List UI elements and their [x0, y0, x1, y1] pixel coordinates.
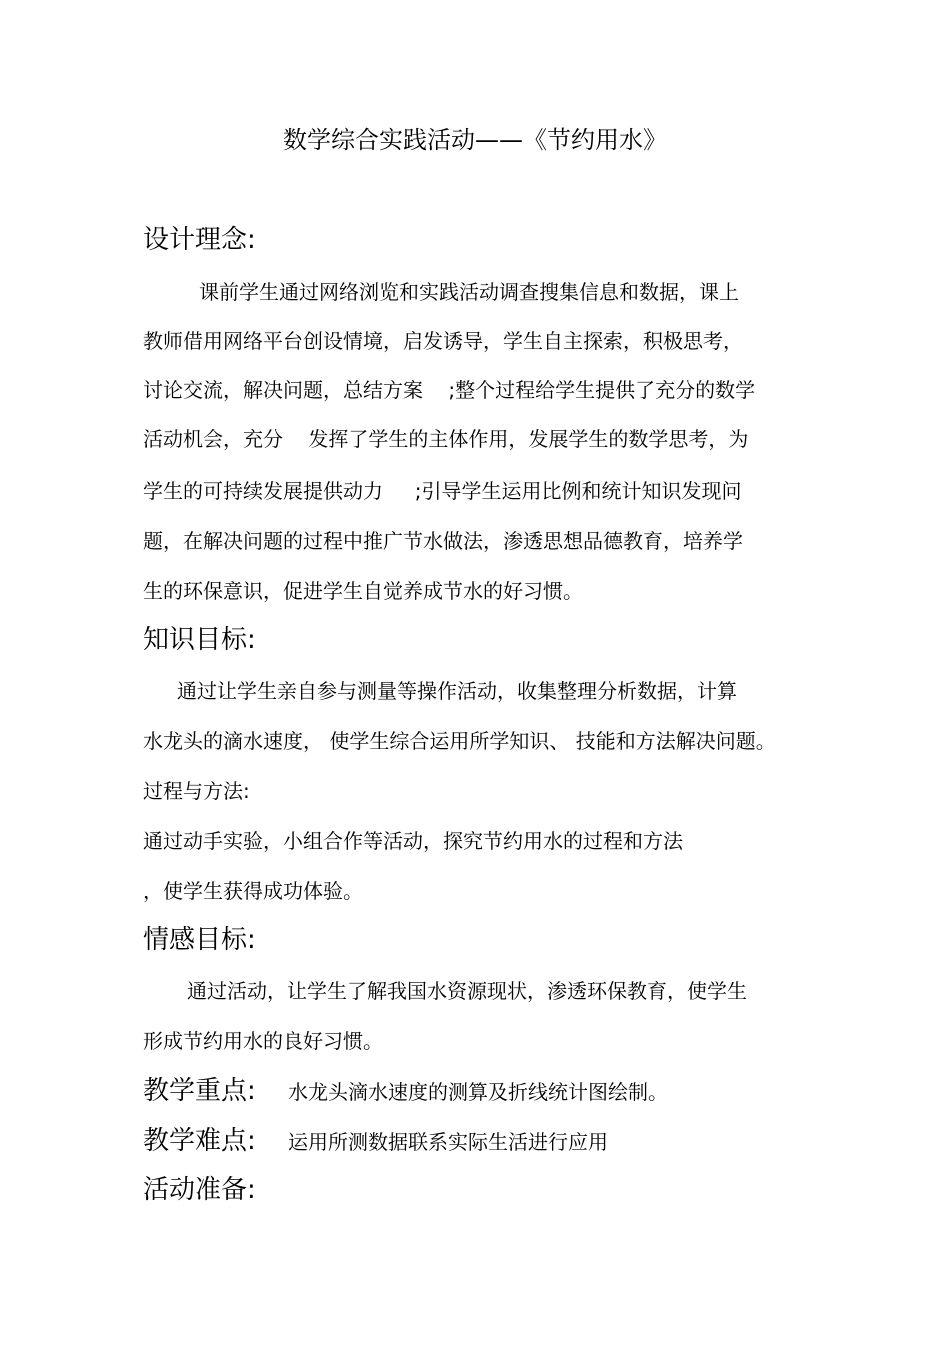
document-title: 数学综合实践活动——《节约用水》	[283, 126, 667, 154]
emotion-heading: 情感目标:	[143, 925, 256, 955]
preparation-heading: 活动准备:	[143, 1175, 256, 1205]
design-line: 讨论交流，解决问题，总结方案 ;整个过程给学生提供了充分的数学	[143, 378, 756, 402]
knowledge-line: 通过让学生亲自参与测量等操作活动，收集整理分析数据，计算	[177, 679, 737, 703]
design-line: 题，在解决问题的过程中推广节水做法，渗透思想品德教育，培养学	[143, 529, 743, 553]
process-line: 通过动手实验，小组合作等活动，探究节约用水的过程和方法	[143, 829, 683, 853]
design-line: 课前学生通过网络浏览和实践活动调查搜集信息和数据，课上	[199, 280, 739, 304]
design-line: 活动机会，充分 发挥了学生的主体作用，发展学生的数学思考，为	[143, 427, 749, 451]
knowledge-line: 水龙头的滴水速度， 使学生综合运用所学知识、 技能和方法解决问题。	[143, 729, 776, 753]
design-line: 教师借用网络平台创设情境，启发诱导，学生自主探索，积极思考，	[143, 329, 743, 353]
design-line: 学生的可持续发展提供动力 ;引导学生运用比例和统计知识发现问	[143, 479, 742, 503]
design-heading: 设计理念:	[143, 225, 256, 255]
difficulty-text: 运用所测数据联系实际生活进行应用	[288, 1130, 608, 1154]
key-point-heading: 教学重点:	[143, 1076, 256, 1106]
process-line: ，使学生获得成功体验。	[143, 879, 363, 903]
emotion-line: 通过活动，让学生了解我国水资源现状，渗透环保教育，使学生	[187, 979, 747, 1003]
design-line: 生的环保意识，促进学生自觉养成节水的好习惯。	[143, 579, 583, 603]
process-heading: 过程与方法:	[143, 779, 250, 803]
knowledge-heading: 知识目标:	[143, 625, 256, 655]
difficulty-heading: 教学难点:	[143, 1126, 256, 1156]
emotion-line: 形成节约用水的良好习惯。	[143, 1029, 383, 1053]
key-point-text: 水龙头滴水速度的测算及折线统计图绘制。	[288, 1080, 668, 1104]
